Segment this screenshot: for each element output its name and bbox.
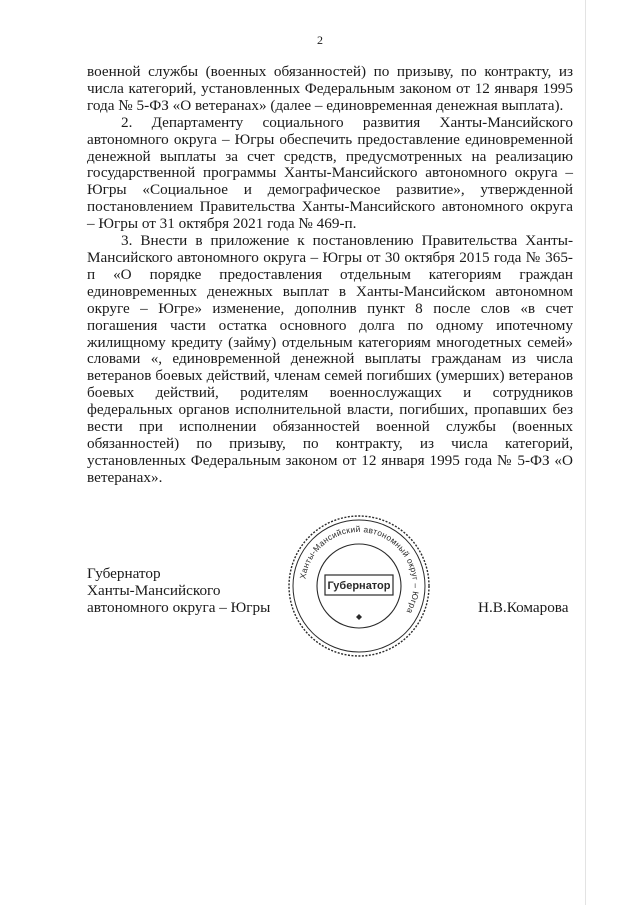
page-number: 2 xyxy=(317,33,323,47)
page-edge-line xyxy=(585,0,586,905)
paragraph-continuation: военной службы (военных обязанностей) по призыву, по контракту, из числа категорий, установленных Федеральным законом от 12 января 1995 года № 5-ФЗ «О ветеранах» (далее – единовременная денежная выплата). xyxy=(87,63,573,114)
signer-name: Н.В.Комарова xyxy=(478,599,569,616)
document-body xyxy=(87,64,573,487)
signatory-region-line1: Ханты-Мансийского xyxy=(87,582,221,599)
signatory-title: Губернатор xyxy=(87,565,161,582)
svg-text:Ханты-Мансийский автономный ок xyxy=(297,524,421,615)
signatory-region-line2: автономного округа – Югры xyxy=(87,599,271,616)
seal-center-text: Губернатор xyxy=(327,580,391,592)
paragraph-item-3: 3. Внести в приложение к постановлению Правительства Ханты-Мансийского автономного округа – Югры от 30 октября 2015 года № 365-п «О порядке предоставления отдельным категориям граждан единовременных денежных выплат в Ханты-Мансийском автономном округе – Югре» изменение, дополнив пункт 8 после слов «в счет погашения части остатка основного долга по одному ипотечному жилищному кредиту (займу) отдельным категориям многодетных семей» словами «, единовременной денежной выплаты гражданам из числа ветеранов боевых действий, членам семей погибших (умерших) ветеранов боевых действий, родителям военнослужащих и сотрудников федеральных органов исполнительной власти, погибших, пропавших без вести при исполнении обязанностей военной службы (военных обязанностей) по призыву, по контракту, из числа категорий, установленных Федеральным законом от 12 января 1995 года № 5-ФЗ «О ветеранах». xyxy=(87,232,573,486)
governor-seal-stamp xyxy=(286,513,432,659)
seal-star-icon xyxy=(356,614,362,620)
seal-ring-text: Ханты-Мансийский автономный округ – Югра xyxy=(297,523,422,616)
signatory-block xyxy=(87,565,270,616)
paragraph-item-2: 2. Департаменту социального развития Ханты-Мансийского автономного округа – Югры обеспечить предоставление единовременной денежной выплаты за счет средств, предусмотренных на реализацию государственной программы Ханты-Мансийского автономного округа – Югры «Социальное и демографическое развитие», утвержденной постановлением Правительства Ханты-Мансийского автономного округа – Югры от 31 октября 2021 года № 469-п. xyxy=(87,113,573,233)
